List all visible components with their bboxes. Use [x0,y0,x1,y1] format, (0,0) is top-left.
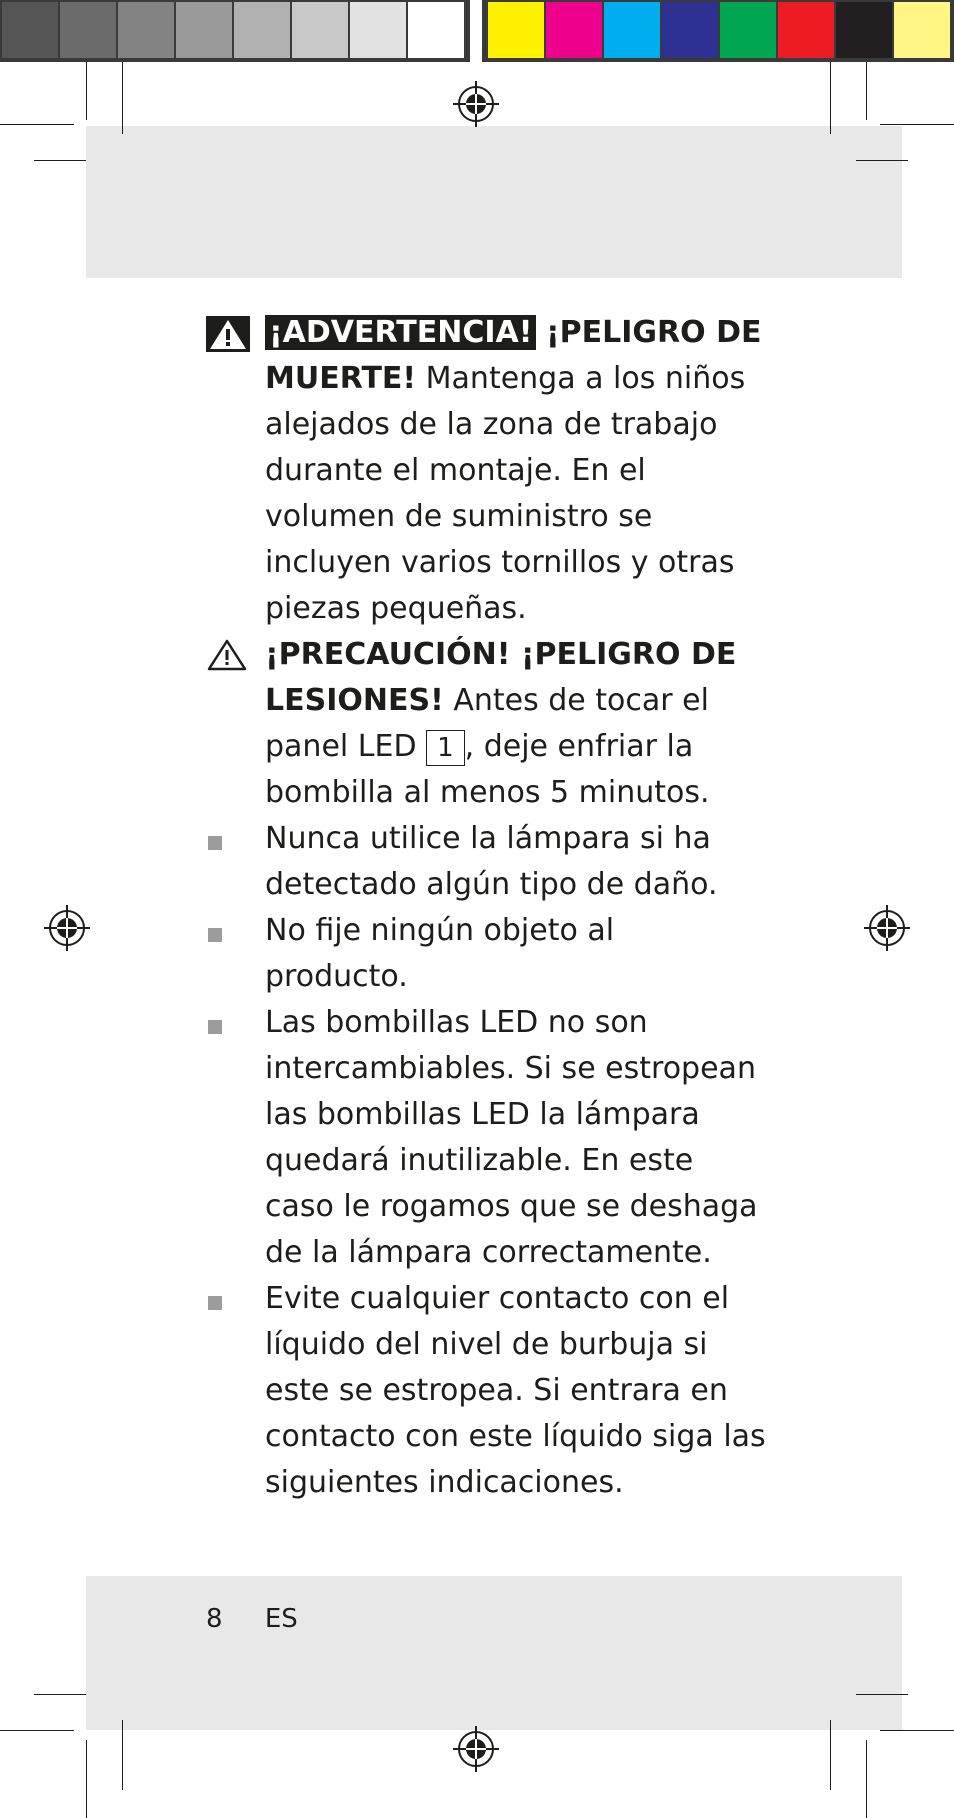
warning-item [206,310,766,632]
caution-text-before: Antes de tocar el panel LED [265,683,709,764]
gray-swatch [60,2,116,58]
list-item [206,816,766,908]
color-swatch [546,2,602,58]
bullet-square-icon [208,1020,222,1034]
bullet-square-icon [208,836,222,850]
color-swatch [604,2,660,58]
gray-swatch [350,2,406,58]
registration-mark-icon [864,905,910,951]
page-footer [206,1604,332,1634]
warning-label: ¡ADVERTENCIA! [265,315,536,350]
bullet-text: Nunca utilice la lámpara si ha detectado algún tipo de daño. [265,821,718,902]
gray-swatch [234,2,290,58]
registration-mark-icon [453,1726,499,1772]
warning-triangle-outline-icon [206,638,248,672]
bullet-text: No fije ningún objeto al producto. [265,913,615,994]
page-number: 8 [206,1604,223,1634]
header-band [86,126,902,278]
gray-swatch [292,2,348,58]
warning-text: Mantenga a los niños alejados de la zona de trabajo durante el montaje. En el volumen de suministro se incluyen varios tornillos y otras piezas pequeñas. [265,361,746,626]
color-swatch [662,2,718,58]
list-item [206,1000,766,1276]
footer-band [86,1576,902,1730]
color-swatch [836,2,892,58]
color-calibration-bar [0,0,954,62]
list-item [206,908,766,1000]
safety-instructions [206,310,766,1506]
language-code: ES [264,1604,298,1634]
part-reference-box: 1 [426,730,465,766]
registration-mark-icon [44,905,90,951]
color-swatch [720,2,776,58]
color-swatch [778,2,834,58]
color-swatch [488,2,544,58]
gray-swatch [408,2,464,58]
list-item [206,1276,766,1506]
gray-swatch [176,2,232,58]
caution-heading: ¡PRECAUCIÓN! ¡PELIGRO DE LESIONES! [265,637,737,718]
bullet-text: Las bombillas LED no son intercambiables. Si se estropean las bombillas LED la lámpara quedará inutilizable. En este caso le rogamos que se deshaga de la lámpara correctamente. [265,1005,758,1270]
caution-item [206,632,766,816]
color-swatch [894,2,950,58]
gray-swatch [118,2,174,58]
gray-swatch [2,2,58,58]
warning-heading: ¡PELIGRO DE MUERTE! [265,315,762,396]
registration-mark-icon [453,81,499,127]
bullet-square-icon [208,1296,222,1310]
bullet-text: Evite cualquier contacto con el líquido del nivel de burbuja si este se estropea. Si entrara en contacto con este líquido siga las siguientes indicaciones. [265,1281,766,1500]
warning-triangle-filled-icon [206,316,250,352]
caution-text-after: , deje enfriar la bombilla al menos 5 minutos. [265,729,710,810]
bullet-square-icon [208,928,222,942]
